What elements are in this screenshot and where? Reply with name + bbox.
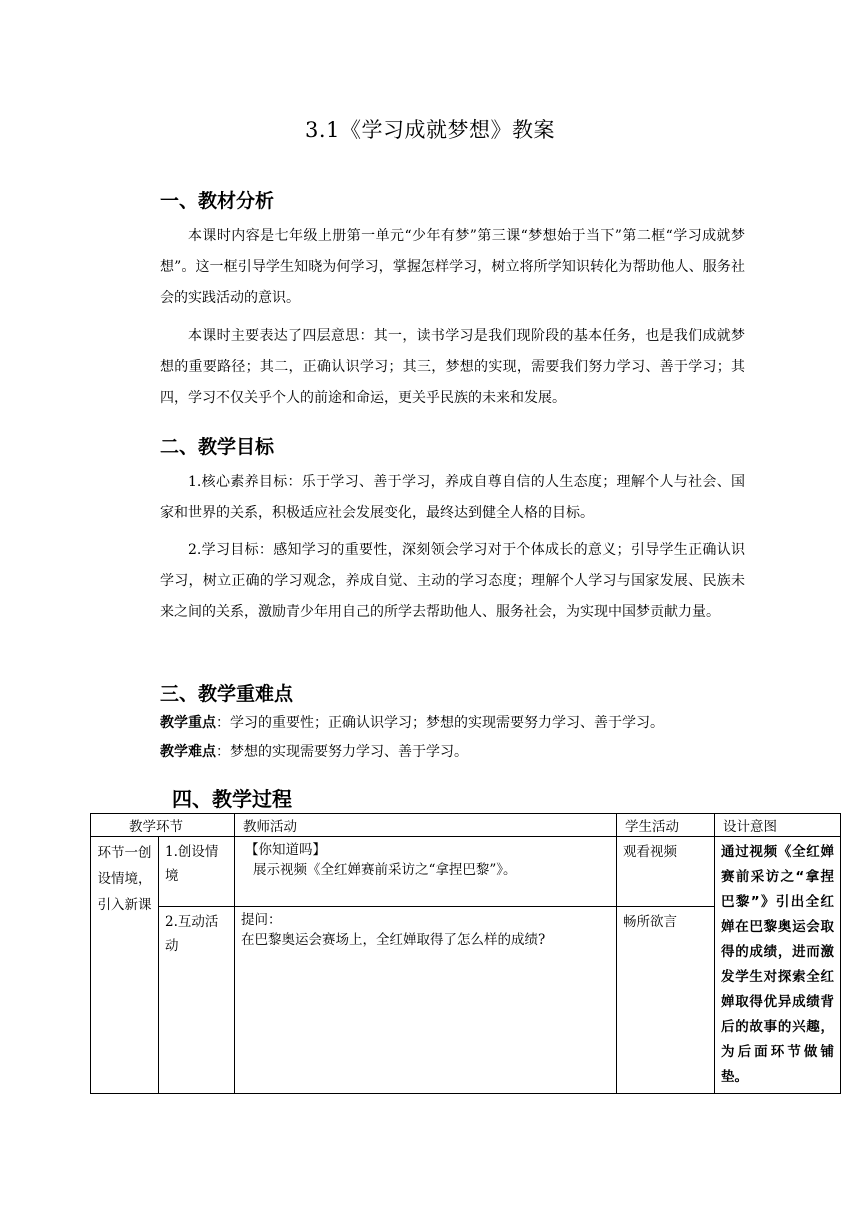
key-point-label: 教学重点 — [160, 715, 216, 731]
key-point-line — [160, 713, 760, 733]
step-cell: 1.创设情境 — [159, 837, 235, 907]
key-point-text: ：学习的重要性；正确认识学习；梦想的实现需要努力学习、善于学习。 — [216, 715, 664, 731]
teaching-goal-2: 2.学习目标：感知学习的重要性，深刻领会学习对于个体成长的意义；引导学生正确认识学习，树立正确的学习观念，养成自觉、主动的学习态度；理解个人学习与国家发展、民族未来之间的关系，激励青少年用自己的所学去帮助他人、服务社会，为实现中国梦贡献力量。 — [160, 542, 745, 620]
section-heading-key-points: 三、教学重难点 — [160, 683, 294, 705]
difficult-point-label: 教学难点 — [160, 744, 216, 760]
header-design-intent: 设计意图 — [715, 814, 841, 837]
difficult-point-text: ：梦想的实现需要努力学习、善于学习。 — [216, 744, 468, 760]
table-header-row — [91, 814, 841, 837]
teacher-activity-cell — [235, 837, 617, 907]
teaching-process-table — [90, 813, 841, 1094]
section-heading-teaching-process: 四、教学过程 — [172, 787, 292, 811]
material-analysis-paragraph-2: 本课时主要表达了四层意思：其一，读书学习是我们现阶段的基本任务，也是我们成就梦想的重要路径；其二，正确认识学习；其三，梦想的实现，需要我们努力学习、善于学习；其四，学习不仅关乎个人的前途和命运，更关乎民族的未来和发展。 — [160, 328, 745, 406]
material-analysis-paragraph-1: 本课时内容是七年级上册第一单元“少年有梦”第三课“梦想始于当下”第二框“学习成就梦想”。这一框引导学生知晓为何学习，掌握怎样学习，树立将所学知识转化为帮助他人、服务社会的实践活动的意识。 — [160, 228, 745, 306]
header-teacher-activity: 教师活动 — [235, 814, 617, 837]
document-title: 3.1《学习成就梦想》教案 — [305, 118, 555, 142]
difficult-point-line — [160, 742, 760, 762]
step-cell: 2.互动活动 — [159, 906, 235, 1093]
teacher-activity-text: 在巴黎奥运会赛场上，全红婵取得了怎么样的成绩? — [241, 931, 546, 948]
header-stage: 教学环节 — [91, 814, 235, 837]
stage-cell: 环节一创设情境，引入新课 — [91, 837, 159, 1094]
student-activity-cell: 观看视频 — [617, 837, 715, 907]
student-activity-cell: 畅所欲言 — [617, 906, 715, 1093]
teacher-activity-cell — [235, 906, 617, 1093]
section-heading-material-analysis: 一、教材分析 — [160, 190, 275, 212]
section-heading-teaching-goals: 二、教学目标 — [160, 436, 275, 458]
table-row — [91, 837, 841, 907]
teacher-activity-text: 展示视频《全红婵赛前采访之“拿捏巴黎”》。 — [253, 862, 517, 878]
header-student-activity: 学生活动 — [617, 814, 715, 837]
design-intent-cell: 通过视频《全红婵赛前采访之“拿捏巴黎”》引出全红婵在巴黎奥运会取得的成绩，进而激发学生对探索全红婵取得优异成绩背后的故事的兴趣，为后面环节做铺垫。 — [715, 837, 841, 1094]
teacher-activity-title: 提问： — [241, 911, 282, 928]
teacher-activity-title: 【你知道吗】 — [245, 842, 326, 858]
teaching-goal-1: 1.核心素养目标：乐于学习、善于学习，养成自尊自信的人生态度；理解个人与社会、国家和世界的关系，积极适应社会发展变化，最终达到健全人格的目标。 — [160, 474, 745, 521]
